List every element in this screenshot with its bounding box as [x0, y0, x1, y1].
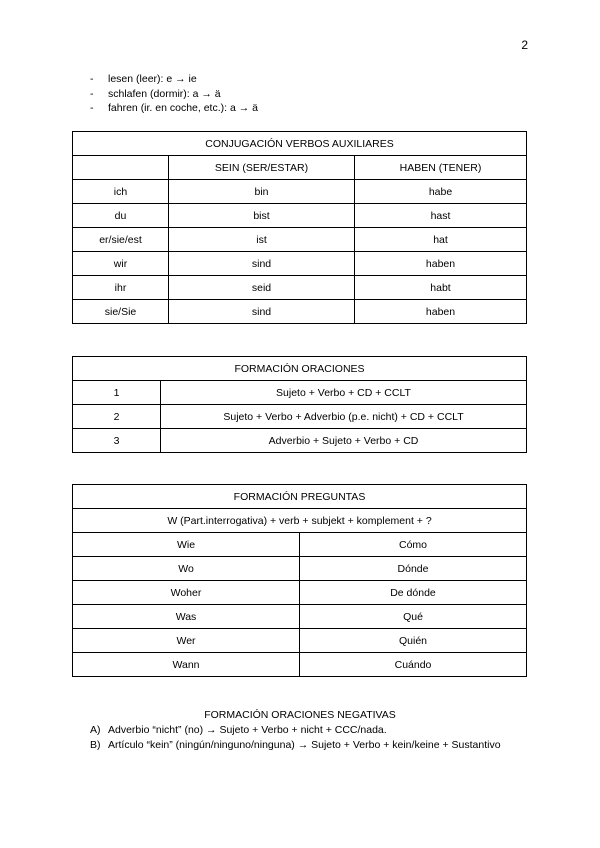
list-item [90, 87, 258, 102]
list-dash: - [90, 102, 94, 114]
sein-cell: sind [169, 300, 355, 324]
page-number: 2 [521, 38, 528, 52]
sentence-pattern: Sujeto + Verbo + Adverbio (p.e. nicht) + CD + CCLT [161, 405, 527, 429]
table-row [73, 629, 527, 653]
sein-cell: bin [169, 180, 355, 204]
list-letter: A) [90, 724, 101, 736]
table-title: FORMACIÓN PREGUNTAS [73, 485, 527, 509]
row-number: 3 [73, 429, 161, 453]
german-word: Wann [73, 653, 300, 677]
pronoun-cell: du [73, 204, 169, 228]
haben-cell: habt [355, 276, 527, 300]
list-dash: - [90, 87, 94, 100]
table-header-row [73, 156, 527, 180]
auxiliary-verbs-table [72, 131, 527, 324]
list-item [90, 723, 600, 738]
list-item-text: lesen (leer): e → ie [108, 73, 197, 85]
question-formation-table [72, 484, 527, 677]
sein-cell: ist [169, 228, 355, 252]
section-title: FORMACIÓN ORACIONES NEGATIVAS [204, 709, 396, 721]
sein-cell: seid [169, 276, 355, 300]
table-row [73, 228, 527, 252]
pronoun-cell: er/sie/est [73, 228, 169, 252]
table-row [73, 204, 527, 228]
haben-cell: hat [355, 228, 527, 252]
sentence-pattern: Sujeto + Verbo + CD + CCLT [161, 381, 527, 405]
list-letter: B) [90, 739, 101, 751]
spanish-word: Quién [300, 629, 527, 653]
haben-cell: habe [355, 180, 527, 204]
german-word: Woher [73, 581, 300, 605]
table-row [73, 557, 527, 581]
spanish-word: Cómo [300, 533, 527, 557]
sentence-pattern: Adverbio + Sujeto + Verbo + CD [161, 429, 527, 453]
list-item-text: fahren (ir. en coche, etc.): a → ä [108, 102, 258, 114]
pronoun-cell: wir [73, 252, 169, 276]
pronoun-cell: sie/Sie [73, 300, 169, 324]
table-row [73, 252, 527, 276]
spanish-word: Dónde [300, 557, 527, 581]
table-row [73, 300, 527, 324]
spanish-word: Cuándo [300, 653, 527, 677]
table-row [73, 381, 527, 405]
list-item [90, 738, 600, 753]
german-word: Was [73, 605, 300, 629]
table-row [73, 405, 527, 429]
table-row [73, 276, 527, 300]
question-formula: W (Part.interrogativa) + verb + subjekt + komplement + ? [73, 509, 527, 533]
row-number: 2 [73, 405, 161, 429]
list-item [90, 101, 258, 116]
column-header: HABEN (TENER) [355, 156, 527, 180]
pronoun-cell: ihr [73, 276, 169, 300]
list-item-text: schlafen (dormir): a → ä [108, 87, 221, 100]
haben-cell: haben [355, 252, 527, 276]
list-item [90, 72, 258, 87]
sein-cell: bist [169, 204, 355, 228]
column-header [73, 156, 169, 180]
table-row [73, 533, 527, 557]
vowel-change-list [90, 72, 258, 116]
german-word: Wie [73, 533, 300, 557]
sein-cell: sind [169, 252, 355, 276]
table-row [73, 429, 527, 453]
list-dash: - [90, 73, 94, 85]
row-number: 1 [73, 381, 161, 405]
sentence-formation-table [72, 356, 527, 453]
pronoun-cell: ich [73, 180, 169, 204]
list-item-text: Artículo “kein” (ningún/ninguno/ninguna) → Sujeto + Verbo + kein/keine + Sustantivo [108, 739, 501, 751]
german-word: Wer [73, 629, 300, 653]
list-item-text: Adverbio “nicht” (no) → Sujeto + Verbo + nicht + CCC/nada. [108, 724, 387, 736]
table-title: CONJUGACIÓN VERBOS AUXILIARES [73, 132, 527, 156]
spanish-word: Qué [300, 605, 527, 629]
negative-sentences-section [0, 709, 600, 753]
spanish-word: De dónde [300, 581, 527, 605]
table-title: FORMACIÓN ORACIONES [73, 357, 527, 381]
table-row [73, 180, 527, 204]
german-word: Wo [73, 557, 300, 581]
haben-cell: haben [355, 300, 527, 324]
table-row [73, 581, 527, 605]
column-header: SEIN (SER/ESTAR) [169, 156, 355, 180]
haben-cell: hast [355, 204, 527, 228]
table-row [73, 605, 527, 629]
table-row [73, 653, 527, 677]
